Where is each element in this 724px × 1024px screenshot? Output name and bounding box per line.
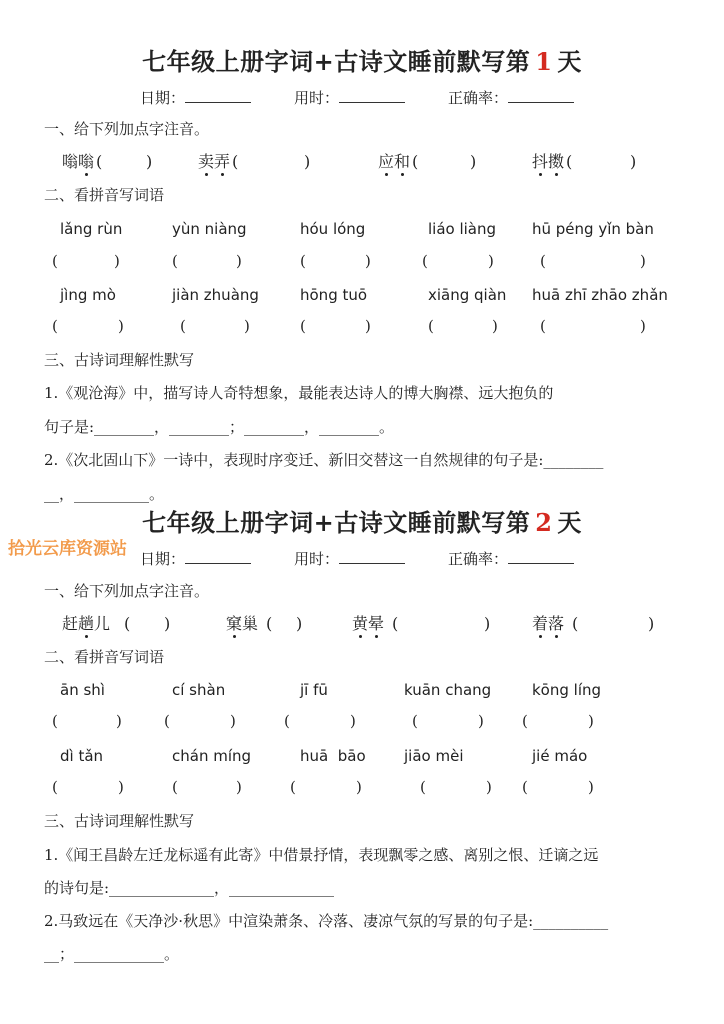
open-paren: ( [266,614,273,633]
open-paren: ( [96,152,103,171]
pinyin-prompt: huā zhī zhāo zhǎn [532,286,668,304]
open-paren: ( [180,317,186,335]
close-paren: ) [486,778,492,796]
day-number: 1 [535,47,553,76]
section-heading: 三、古诗词理解性默写 [44,812,195,830]
question-line: __，__________。 [44,485,165,503]
close-paren: ) [118,778,124,796]
phonetic-word: 窠巢 [226,614,259,633]
pinyin-prompt: xiāng qiàn [428,286,507,304]
question-line: __；____________。 [44,945,180,963]
accuracy-blank-input[interactable] [508,549,574,564]
emphasis-dot [205,173,208,176]
answer-blank[interactable] [240,154,302,170]
title-suffix: 天 [557,508,582,537]
close-paren: ) [236,252,242,270]
date-blank-input[interactable] [185,88,251,103]
accuracy-label: 正确率： [448,550,509,568]
close-paren: ) [164,614,171,633]
emphasis-dot [85,635,88,638]
open-paren: ( [566,152,573,171]
pinyin-prompt: jī fū [300,681,328,699]
phonetic-item [62,614,171,633]
answer-blank[interactable] [274,616,294,632]
open-paren: ( [420,778,426,796]
close-paren: ) [484,614,491,633]
emphasis-dot [375,635,378,638]
time-field [294,88,405,106]
phonetic-word: 赶趟儿 [62,614,111,633]
question-line: 句子是:________，________；________，________。 [44,418,395,436]
open-paren: ( [232,152,239,171]
phonetic-word: 黄晕 [352,614,385,633]
close-paren: ) [116,712,122,730]
close-paren: ) [244,317,250,335]
section-heading: 一、给下列加点字注音。 [44,582,210,600]
close-paren: ) [350,712,356,730]
open-paren: ( [522,778,528,796]
open-paren: ( [392,614,399,633]
open-paren: ( [300,317,306,335]
date-field [140,549,251,567]
close-paren: ) [648,614,655,633]
phonetic-word: 抖擞 [532,152,565,171]
open-paren: ( [172,778,178,796]
phonetic-word: 嗡嗡 [62,152,95,171]
pinyin-prompt: jié máo [532,747,588,765]
phonetic-word: 卖弄 [198,152,231,171]
section-heading: 二、看拼音写词语 [44,186,165,204]
answer-blank[interactable] [420,154,468,170]
emphasis-dot [539,173,542,176]
open-paren: ( [52,317,58,335]
pinyin-prompt: huā bāo [300,747,366,765]
close-paren: ) [488,252,494,270]
close-paren: ) [640,317,646,335]
phonetic-item [532,152,637,171]
title-suffix: 天 [557,47,582,76]
open-paren: ( [290,778,296,796]
open-paren: ( [522,712,528,730]
pinyin-prompt: lǎng rùn [60,220,123,238]
open-paren: ( [52,252,58,270]
phonetic-item [352,614,491,633]
pinyin-prompt: hóu lóng [300,220,366,238]
phonetic-item [62,152,153,171]
emphasis-dot [385,173,388,176]
open-paren: ( [422,252,428,270]
open-paren: ( [540,317,546,335]
close-paren: ) [365,252,371,270]
close-paren: ) [296,614,303,633]
time-blank-input[interactable] [339,88,405,103]
open-paren: ( [52,778,58,796]
date-label: 日期： [140,550,186,568]
open-paren: ( [412,152,419,171]
close-paren: ) [588,778,594,796]
open-paren: ( [172,252,178,270]
pinyin-prompt: chán míng [172,747,252,765]
answer-blank[interactable] [104,154,144,170]
open-paren: ( [412,712,418,730]
close-paren: ) [588,712,594,730]
answer-blank[interactable] [574,154,628,170]
pinyin-prompt: hōng tuō [300,286,368,304]
emphasis-dot [359,635,362,638]
question-line: 1.《闻王昌龄左迁龙标遥有此寄》中借景抒情，表现飘零之感、离别之恨、迁谪之远 [44,846,599,864]
page-title [0,508,724,537]
close-paren: ) [146,152,153,171]
question-line: 的诗句是:______________，______________ [44,879,335,897]
close-paren: ) [365,317,371,335]
emphasis-dot [401,173,404,176]
close-paren: ) [478,712,484,730]
open-paren: ( [52,712,58,730]
phonetic-item [532,614,655,633]
pinyin-prompt: hū péng yǐn bàn [532,220,654,238]
pinyin-prompt: jìng mò [60,286,116,304]
accuracy-blank-input[interactable] [508,88,574,103]
date-blank-input[interactable] [185,549,251,564]
emphasis-dot [555,635,558,638]
answer-blank[interactable] [132,616,162,632]
watermark: 拾光云库资源站 [8,539,127,559]
open-paren: ( [284,712,290,730]
accuracy-field [448,549,574,567]
emphasis-dot [85,173,88,176]
page-title [0,47,724,76]
question-line: 2.马致远在《天净沙·秋思》中渲染萧条、冷落、凄凉气氛的写景的句子是:__________ [44,912,609,930]
close-paren: ) [356,778,362,796]
pinyin-prompt: jiàn zhuàng [172,286,259,304]
emphasis-dot [233,635,236,638]
phonetic-word: 着落 [532,614,565,633]
phonetic-item [198,152,311,171]
time-label: 用时： [294,550,340,568]
date-label: 日期： [140,89,186,107]
close-paren: ) [304,152,311,171]
close-paren: ) [118,317,124,335]
open-paren: ( [572,614,579,633]
section-heading: 二、看拼音写词语 [44,648,165,666]
question-line: 2.《次北固山下》一诗中，表现时序变迁、新旧交替这一自然规律的句子是:________ [44,451,604,469]
close-paren: ) [470,152,477,171]
pinyin-prompt: ān shì [60,681,105,699]
day-number: 2 [535,508,553,537]
accuracy-field [448,88,574,106]
close-paren: ) [236,778,242,796]
open-paren: ( [540,252,546,270]
close-paren: ) [640,252,646,270]
close-paren: ) [114,252,120,270]
open-paren: ( [124,614,131,633]
question-line: 1.《观沧海》中，描写诗人奇特想象，最能表达诗人的博大胸襟、远大抱负的 [44,384,554,402]
pinyin-prompt: dì tǎn [60,747,104,765]
section-heading: 三、古诗词理解性默写 [44,351,195,369]
time-field [294,549,405,567]
pinyin-prompt: liáo liàng [428,220,497,238]
pinyin-prompt: kuān chang [404,681,492,699]
accuracy-label: 正确率： [448,89,509,107]
answer-blank[interactable] [400,616,482,632]
pinyin-prompt: kōng líng [532,681,602,699]
pinyin-prompt: jiāo mèi [404,747,464,765]
emphasis-dot [539,635,542,638]
title-prefix: 七年级上册字词+古诗文睡前默写第 [142,47,531,76]
title-prefix: 七年级上册字词+古诗文睡前默写第 [142,508,531,537]
open-paren: ( [164,712,170,730]
phonetic-item [378,152,477,171]
pinyin-prompt: cí shàn [172,681,226,699]
open-paren: ( [428,317,434,335]
close-paren: ) [630,152,637,171]
close-paren: ) [230,712,236,730]
phonetic-item [226,614,303,633]
emphasis-dot [555,173,558,176]
section-heading: 一、给下列加点字注音。 [44,120,210,138]
time-label: 用时： [294,89,340,107]
time-blank-input[interactable] [339,549,405,564]
emphasis-dot [221,173,224,176]
phonetic-word: 应和 [378,152,411,171]
pinyin-prompt: yùn niàng [172,220,247,238]
answer-blank[interactable] [580,616,646,632]
close-paren: ) [492,317,498,335]
open-paren: ( [300,252,306,270]
date-field [140,88,251,106]
